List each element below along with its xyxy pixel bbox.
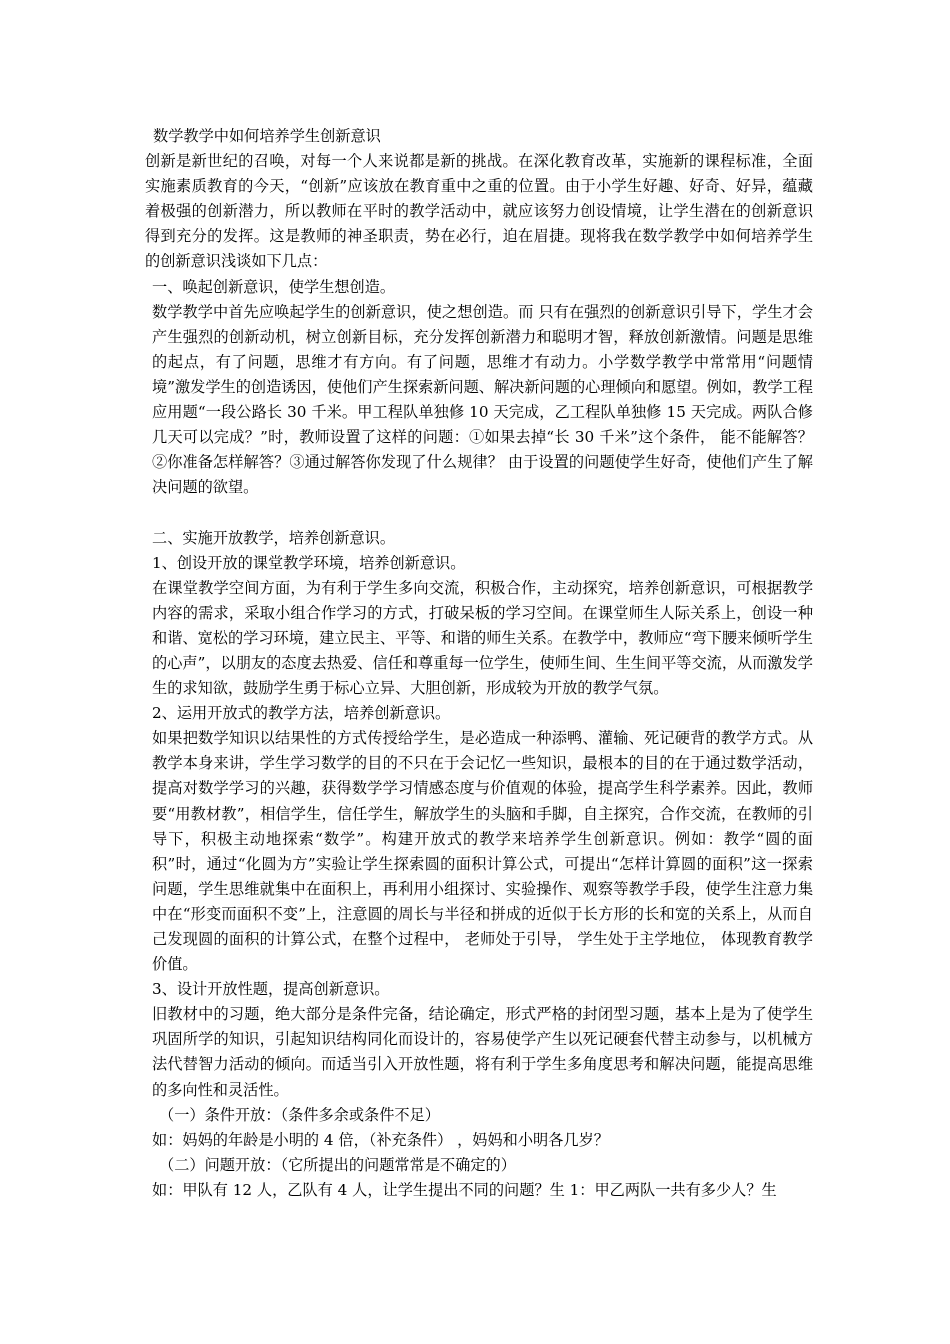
document-title: 数学教学中如何培养学生创新意识 — [153, 127, 381, 145]
item2-heading: （二）问题开放：（它所提出的问题常常是不确定的） — [159, 1155, 516, 1174]
item2-example: 如：甲队有 12 人，乙队有 4 人，让学生提出不同的问题？生 1：甲乙两队一共有多少人？生 — [152, 1180, 777, 1199]
subsection1-paragraph: 在课堂教学空间方面，为有利于学生多向交流，积极合作，主动探究，培养创新意识，可根据教学内容的需求，采取小组合作学习的方式，打破呆板的学习空间。在课堂师生人际关系上，创设一种和谐、宽松的学习环境，建立民主、平等、和谐的师生关系。在教学中，教师应“弯下腰来倾听学生的心声”，以朋友的态度去热爱、信任和尊重每一位学生，使师生间、生生间平等交流，从而激发学生的求知欲，鼓励学生勇于标心立异、大胆创新，形成较为开放的教学气氛。 — [152, 578, 813, 698]
subsection1-heading: 1、创设开放的课堂教学环境，培养创新意识。 — [152, 553, 466, 572]
item1-heading: （一）条件开放：（条件多余或条件不足） — [159, 1105, 440, 1124]
section2-heading: 二、实施开放教学，培养创新意识。 — [152, 528, 395, 547]
paragraph-spacer — [145, 500, 813, 525]
subsection3-heading: 3、设计开放性题，提高创新意识。 — [152, 980, 390, 999]
section1-heading: 一、唤起创新意识，使学生想创造。 — [152, 277, 395, 296]
intro-paragraph: 创新是新世纪的召唤，对每一个人来说都是新的挑战。在深化教育改革，实施新的课程标准，全面实施素质教育的今天，“创新”应该放在教育重中之重的位置。由于小学生好趣、好奇、好异，蕴藏着极强的创新潜力，所以教师在平时的教学活动中，就应该努力创设情境，让学生潜在的创新意识得到充分的发挥。这是教师的神圣职责，势在必行，迫在眉捷。现将我在数学教学中如何培养学生的创新意识浅谈如下几点： — [145, 152, 813, 271]
item1-example: 如：妈妈的年龄是小明的 4 倍，（补充条件） ，妈妈和小明各几岁？ — [152, 1130, 609, 1149]
subsection3-paragraph: 旧教材中的习题，绝大部分是条件完备，结论确定，形式严格的封闭型习题，基本上是为了使学生巩固所学的知识，引起知识结构同化而设计的，容易使学产生以死记硬套代替主动参与，以机械方法代替智力活动的倾向。而适当引入开放性题，将有利于学生多角度思考和解决问题，能提高思维的多向性和灵活性。 — [152, 1005, 813, 1099]
document-page — [145, 124, 813, 1203]
subsection2-heading: 2、运用开放式的教学方法，培养创新意识。 — [152, 704, 451, 723]
subsection2-paragraph: 如果把数学知识以结果性的方式传授给学生，是必造成一种添鸭、灌输、死记硬背的教学方式。从教学本身来讲，学生学习数学的目的不只在于会记忆一些知识，最根本的目的在于通过数学活动，提高对数学学习的兴趣，获得数学学习情感态度与价值观的体验，提高学生科学素养。因此，教师要“用教材教”，相信学生，信任学生，解放学生的头脑和手脚，自主探究，合作交流，在教师的引导下，积极主动地探索“数学”。构建开放式的教学来培养学生创新意识。例如：教学“圆的面积”时，通过“化圆为方”实验让学生探索圆的面积计算公式，可提出“怎样计算圆的面积”这一探索问题，学生思维就集中在面积上，再利用小组探讨、实验操作、观察等教学手段，使学生注意力集中在“形变而面积不变”上，注意圆的周长与半径和拼成的近似于长方形的长和宽的关系上，从而自己发现圆的面积的计算公式，在整个过程中， 老师处于引导， 学生处于主学地位， 体现教育教学价值。 — [152, 729, 813, 974]
section1-paragraph: 数学教学中首先应唤起学生的创新意识，使之想创造。而 只有在强烈的创新意识引导下，学生才会产生强烈的创新动机，树立创新目标，充分发挥创新潜力和聪明才智，释放创新激情。问题是思维的起点，有了问题，思维才有方向。有了问题，思维才有动力。小学数学教学中常常用“问题情境”激发学生的创造诱因，使他们产生探索新问题、解决新问题的心理倾向和愿望。例如，教学工程应用题“一段公路长 30 千米。甲工程队单独修 10 天完成，乙工程队单独修 15 天完成。两队合修几天可以完成？”时，教师设置了这样的问题：①如果去掉“长 30 千米”这个条件， 能不能解答？②你准备怎样解答？③通过解答你发现了什么规律？ 由于设置的问题使学生好奇，使他们产生了解决问题的欲望。 — [152, 302, 813, 497]
